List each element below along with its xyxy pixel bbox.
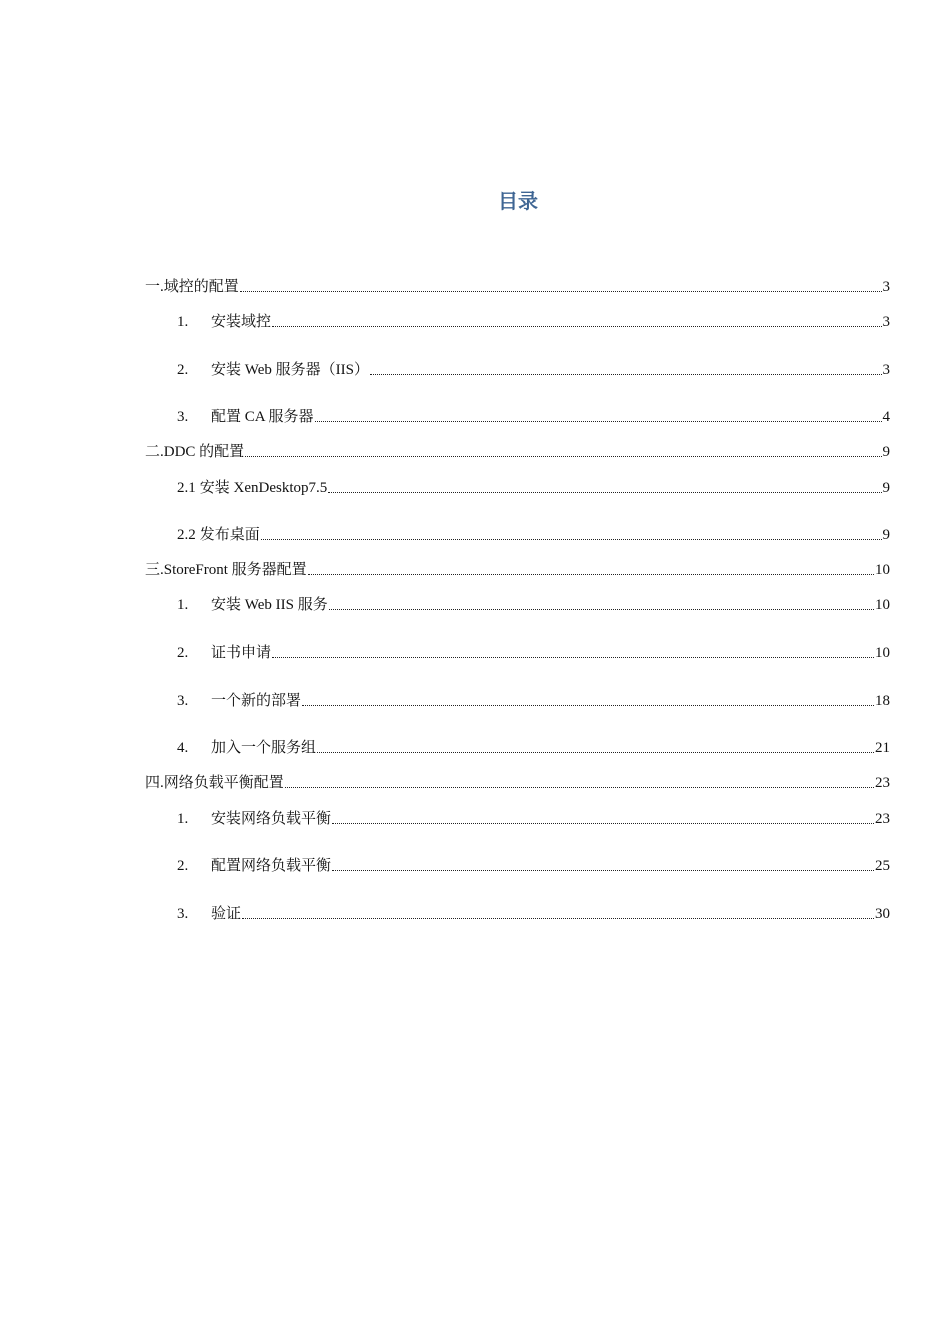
toc-label: 安装 Web IIS 服务 — [211, 597, 328, 613]
toc-page-number: 10 — [875, 562, 890, 578]
dot-leader — [302, 704, 874, 706]
dot-leader — [329, 608, 874, 610]
dot-leader — [285, 786, 874, 788]
toc-entry-3-2[interactable] — [177, 641, 890, 663]
toc-label: DDC 的配置 — [163, 444, 245, 460]
toc-entry-section-2[interactable] — [145, 440, 890, 462]
dot-leader — [308, 573, 874, 575]
toc-page-number: 9 — [882, 527, 890, 543]
toc-label: 一个新的部署 — [211, 693, 302, 709]
dot-leader — [370, 373, 882, 375]
toc-entry-4-1[interactable] — [177, 807, 890, 829]
toc-page-number: 4 — [882, 409, 890, 425]
toc-label: 配置网络负载平衡 — [211, 858, 332, 874]
toc-page-number: 23 — [875, 811, 890, 827]
dot-leader — [332, 822, 874, 824]
toc-label: 配置 CA 服务器 — [211, 409, 314, 425]
dot-leader — [261, 538, 882, 540]
toc-number: 3. — [177, 906, 189, 922]
toc-entry-section-3[interactable] — [145, 558, 890, 580]
toc-number: 四. — [145, 775, 164, 791]
toc-entry-1-3[interactable] — [177, 405, 890, 427]
toc-number: 1. — [177, 597, 189, 613]
toc-number: 2.2 — [177, 527, 196, 543]
toc-entry-1-1[interactable] — [177, 310, 890, 332]
toc-label: 证书申请 — [211, 645, 272, 661]
toc-number: 2. — [177, 362, 189, 378]
toc-label: 网络负载平衡配置 — [163, 775, 284, 791]
toc-entry-3-4[interactable] — [177, 736, 890, 758]
toc-entry-1-2[interactable] — [177, 358, 890, 380]
toc-entry-4-3[interactable] — [177, 902, 890, 924]
toc-number: 1. — [177, 811, 189, 827]
toc-page-number: 9 — [882, 480, 890, 496]
toc-number: 3. — [177, 409, 189, 425]
toc-page-number: 30 — [875, 906, 890, 922]
dot-leader — [332, 869, 874, 871]
toc-number: 一. — [145, 279, 164, 295]
toc-page-number: 3 — [882, 279, 890, 295]
toc-label: StoreFront 服务器配置 — [163, 562, 307, 578]
page-title: 目录 — [498, 189, 538, 213]
toc-number: 2. — [177, 645, 189, 661]
dot-leader — [315, 420, 882, 422]
toc-number: 三. — [145, 562, 164, 578]
toc-label: 加入一个服务组 — [211, 740, 317, 756]
toc-page-number: 9 — [882, 444, 890, 460]
dot-leader — [272, 656, 874, 658]
toc-label: 安装 Web 服务器（IIS） — [211, 362, 369, 378]
toc-entry-3-1[interactable] — [177, 593, 890, 615]
toc-page-number: 21 — [875, 740, 890, 756]
toc-label: 安装网络负载平衡 — [211, 811, 332, 827]
toc-label: 发布桌面 — [199, 527, 260, 543]
toc-page-number: 10 — [875, 645, 890, 661]
dot-leader — [328, 491, 881, 493]
toc-entry-section-4[interactable] — [145, 771, 890, 793]
toc-page-number: 3 — [882, 362, 890, 378]
dot-leader — [272, 325, 881, 327]
toc-label: 验证 — [211, 906, 242, 922]
toc-number: 4. — [177, 740, 189, 756]
toc-page-number: 25 — [875, 858, 890, 874]
toc-number: 二. — [145, 444, 164, 460]
toc-label: 安装域控 — [211, 314, 272, 330]
dot-leader — [245, 455, 881, 457]
toc-number: 3. — [177, 693, 189, 709]
toc-entry-2-1[interactable] — [177, 476, 890, 498]
toc-page-number: 23 — [875, 775, 890, 791]
dot-leader — [317, 751, 874, 753]
toc-entry-3-3[interactable] — [177, 689, 890, 711]
toc-page-number: 10 — [875, 597, 890, 613]
toc-entry-4-2[interactable] — [177, 854, 890, 876]
toc-label: 安装 XenDesktop7.5 — [199, 480, 328, 496]
toc-number: 1. — [177, 314, 189, 330]
toc-number: 2.1 — [177, 480, 196, 496]
toc-number: 2. — [177, 858, 189, 874]
toc-label: 域控的配置 — [163, 279, 239, 295]
toc-page-number: 18 — [875, 693, 890, 709]
dot-leader — [242, 917, 874, 919]
toc-entry-section-1[interactable] — [145, 275, 890, 297]
toc-page-number: 3 — [882, 314, 890, 330]
toc-entry-2-2[interactable] — [177, 523, 890, 545]
dot-leader — [240, 290, 882, 292]
